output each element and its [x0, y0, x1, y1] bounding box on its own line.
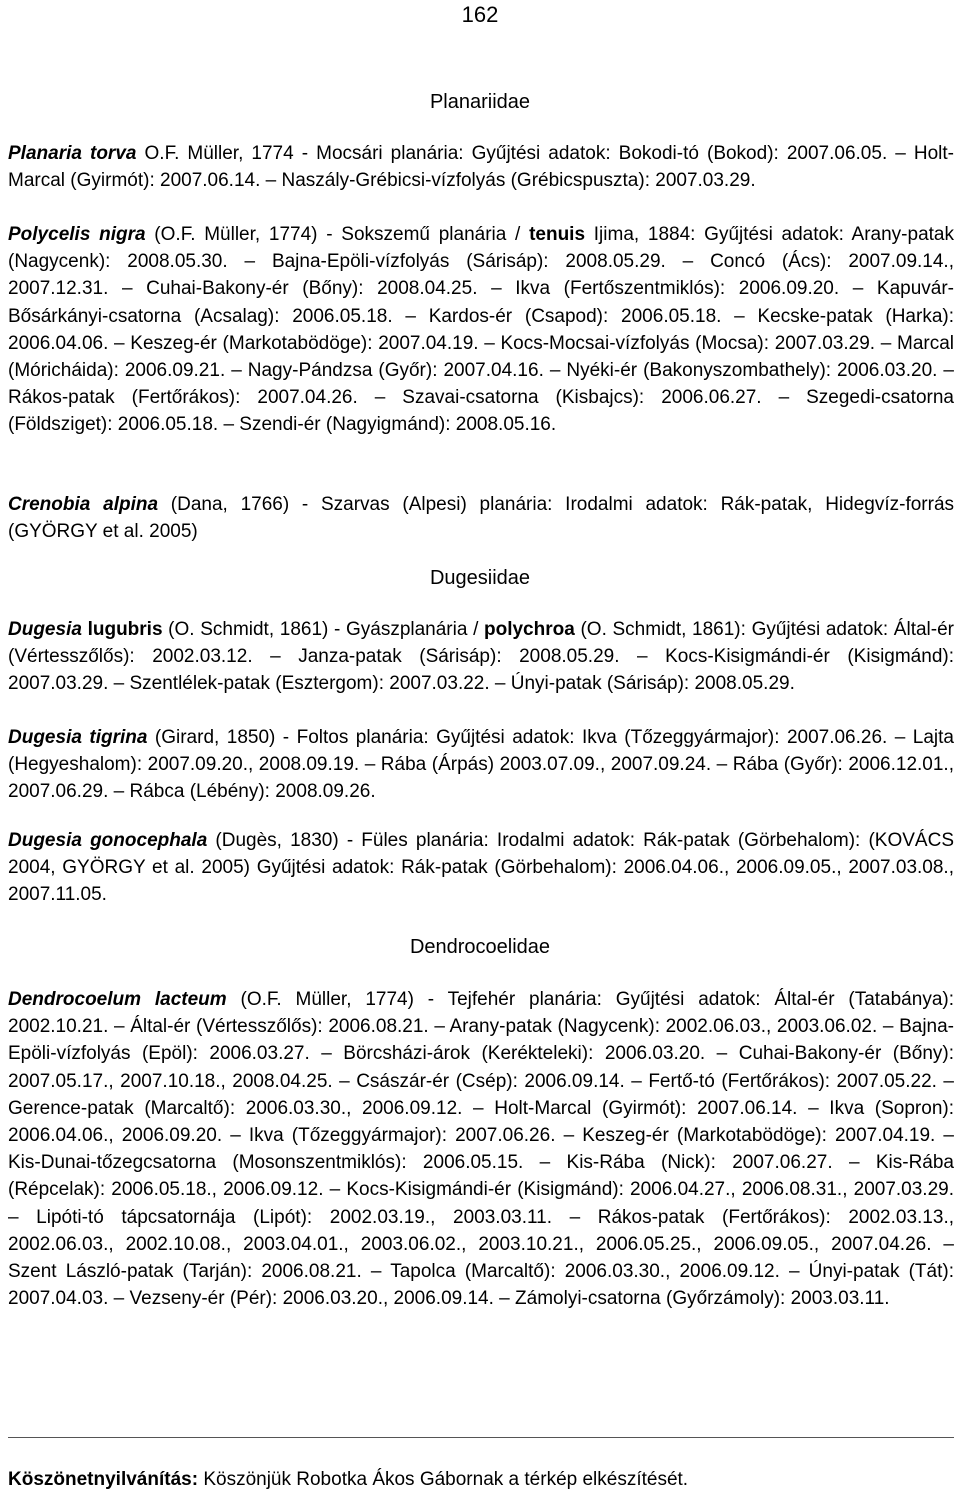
genus-name: Polycelis	[8, 224, 91, 245]
acknowledgement	[8, 1466, 954, 1493]
species-name: tigrina	[89, 727, 148, 748]
family-heading-dugesiidae: Dugesiidae	[429, 567, 531, 589]
genus-name: Crenobia	[8, 494, 91, 515]
genus-name: Planaria	[8, 143, 82, 164]
species-name: torva	[90, 143, 137, 164]
entry-text: (Dana, 1766) - Szarvas (Alpesi) planária: Irodalmi adatok: Rák-patak, Hidegvíz-forrás (GYÖRGY et al. 2005)	[8, 494, 955, 543]
species-entry-dugesia-tigrina	[8, 724, 954, 806]
genus-name: Dugesia	[8, 619, 82, 640]
species-entry-polycelis-nigra	[8, 221, 954, 439]
species-name: nigra	[99, 224, 146, 245]
genus-name: Dugesia	[8, 727, 82, 748]
section-divider	[8, 1437, 954, 1438]
species-name: gonocephala	[90, 830, 208, 851]
page-number: 162	[461, 2, 499, 27]
species-entry-dendrocoelum-lacteum	[8, 986, 954, 1312]
entry-text-continued: Ijima, 1884: Gyűjtési adatok: Arany-patak (Nagycenk): 2008.05.30. – Bajna-Epöli-vízfolyás (Sárisáp): 2008.05.29. – Concó (Ács): 2007.09.14., 2007.12.31. – Cuhai-Bakony-ér (Bőny): 2008.04.25. – Ikva (Fertőszentmiklós): 2006.09.20. – Kapuvár-Bősárkányi-csatorna (Acsalag): 2006.05.18. – Kardos-ér (Csapod): 2006.05.18. – Kecske-patak (Harka): 2006.04.06. – Keszeg-ér (Markotabödöge): 2007.04.19. – Kocs-Mocsai-vízfolyás (Mocsa): 2007.03.29. – Marcal (Móricháida): 2006.09.21. – Nagy-Pándzsa (Győr): 2007.04.16. – Nyéki-ér (Bakonyszombathely): 2006.03.20. – Rákos-patak (Fertőrákos): 2007.04.26. – Szavai-csatorna (Kisbajcs): 2006.06.27. – Szegedi-csatorna (Földsziget): 2006.05.18. – Szendi-ér (Nagyigmánd): 2008.05.16.	[8, 224, 954, 436]
genus-name: Dugesia	[8, 830, 82, 851]
acknowledgement-text: Köszönjük Robotka Ákos Gábornak a térkép elkészítését.	[198, 1469, 689, 1490]
species-name: alpina	[103, 494, 159, 515]
entry-text: (O. Schmidt, 1861) - Gyászplanária /	[162, 619, 484, 640]
species-entry-dugesia-lugubris	[8, 616, 954, 698]
entry-text: (O.F. Müller, 1774) - Sokszemű planária /	[145, 224, 530, 245]
entry-text: O.F. Müller, 1774 - Mocsári planária: Gyűjtési adatok: Bokodi-tó (Bokod): 2007.06.05. – Holt-Marcal (Gyirmót): 2007.06.14. – Naszály-Grébicsi-vízfolyás (Grébicspuszta): 2007.03.29.	[8, 143, 955, 192]
species-name: lacteum	[154, 989, 227, 1010]
species-entry-planaria-torva	[8, 140, 954, 194]
entry-text-continued: (O. Schmidt, 1861): Gyűjtési adatok: Által-ér (Vértesszőlős): 2002.03.12. – Janza-patak (Sárisáp): 2008.05.29. – Kocs-Kisigmándi-ér (Kisigmánd): 2007.03.29. – Szentlélek-patak (Esztergom): 2007.03.22. – Únyi-patak (Sárisáp): 2008.05.29.	[8, 619, 954, 695]
species-entry-dugesia-gonocephala	[8, 827, 954, 909]
synonym-name: tenuis	[529, 224, 586, 245]
entry-text: (Dugès, 1830) - Füles planária: Irodalmi adatok: Rák-patak (Görbehalom): (KOVÁCS 2004, GYÖRGY et al. 2005) Gyűjtési adatok: Rák-patak (Görbehalom): 2006.04.06., 2006.09.05., 2007.03.08., 2007.11.05.	[8, 830, 955, 906]
genus-name: Dendrocoelum	[8, 989, 142, 1010]
entry-text: (Girard, 1850) - Foltos planária: Gyűjtési adatok: Ikva (Tőzeggyármajor): 2007.06.26. – Lajta (Hegyeshalom): 2007.09.20., 2008.09.19. – Rába (Árpás) 2003.07.09., 2007.09.24. – Rába (Győr): 2006.12.01., 2007.06.29. – Rábca (Lébény): 2008.09.26.	[8, 727, 954, 803]
entry-text: (O.F. Müller, 1774) - Tejfehér planária: Gyűjtési adatok: Által-ér (Tatabánya): 2002.10.21. – Által-ér (Vértesszőlős): 2006.08.21. – Arany-patak (Nagycenk): 2002.06.03., 2003.06.02. – Bajna-Epöli-vízfolyás (Epöl): 2006.03.27. – Börcsházi-árok (Kerékteleki): 2006.03.20. – Cuhai-Bakony-ér (Bőny): 2007.05.17., 2007.10.18., 2008.04.25. – Császár-ér (Csép): 2006.09.14. – Fertő-tó (Fertőrákos): 2007.05.22. – Gerence-patak (Marcaltő): 2006.03.30., 2006.09.12. – Holt-Marcal (Gyirmót): 2007.06.14. – Ikva (Sopron): 2006.04.06., 2006.09.20. – Ikva (Tőzeggyármajor): 2007.06.26. – Keszeg-ér (Markotabödöge): 2007.04.19. – Kis-Dunai-tőzegcsatorna (Mosonszentmiklós): 2006.05.15. – Kis-Rába (Nick): 2007.06.27. – Kis-Rába (Répcelak): 2006.05.18., 2006.09.12. – Kocs-Kisigmándi-ér (Kisigmánd): 2006.04.27., 2006.08.31., 2007.03.29. – Lipóti-tó tápcsatornája (Lipót): 2002.03.19., 2003.03.11. – Rákos-patak (Fertőrákos): 2002.03.13., 2002.06.03., 2002.10.08., 2003.04.01., 2003.06.02., 2003.10.21., 2006.05.25., 2006.09.05., 2007.04.26. – Szent László-patak (Tarján): 2006.08.21. – Tapolca (Marcaltő): 2006.03.30., 2006.09.12. – Únyi-patak (Tát): 2007.04.03. – Vezseny-ér (Pér): 2006.03.20., 2006.09.14. – Zámolyi-csatorna (Győrzámoly): 2003.03.11.	[8, 989, 954, 1310]
acknowledgement-label: Köszönetnyilvánítás:	[8, 1469, 199, 1490]
family-heading-dendrocoelidae: Dendrocoelidae	[409, 936, 551, 958]
species-entry-crenobia-alpina	[8, 491, 954, 545]
synonym-name: polychroa	[484, 619, 575, 640]
family-heading-planariidae: Planariidae	[429, 91, 531, 113]
species-name: lugubris	[87, 619, 163, 640]
